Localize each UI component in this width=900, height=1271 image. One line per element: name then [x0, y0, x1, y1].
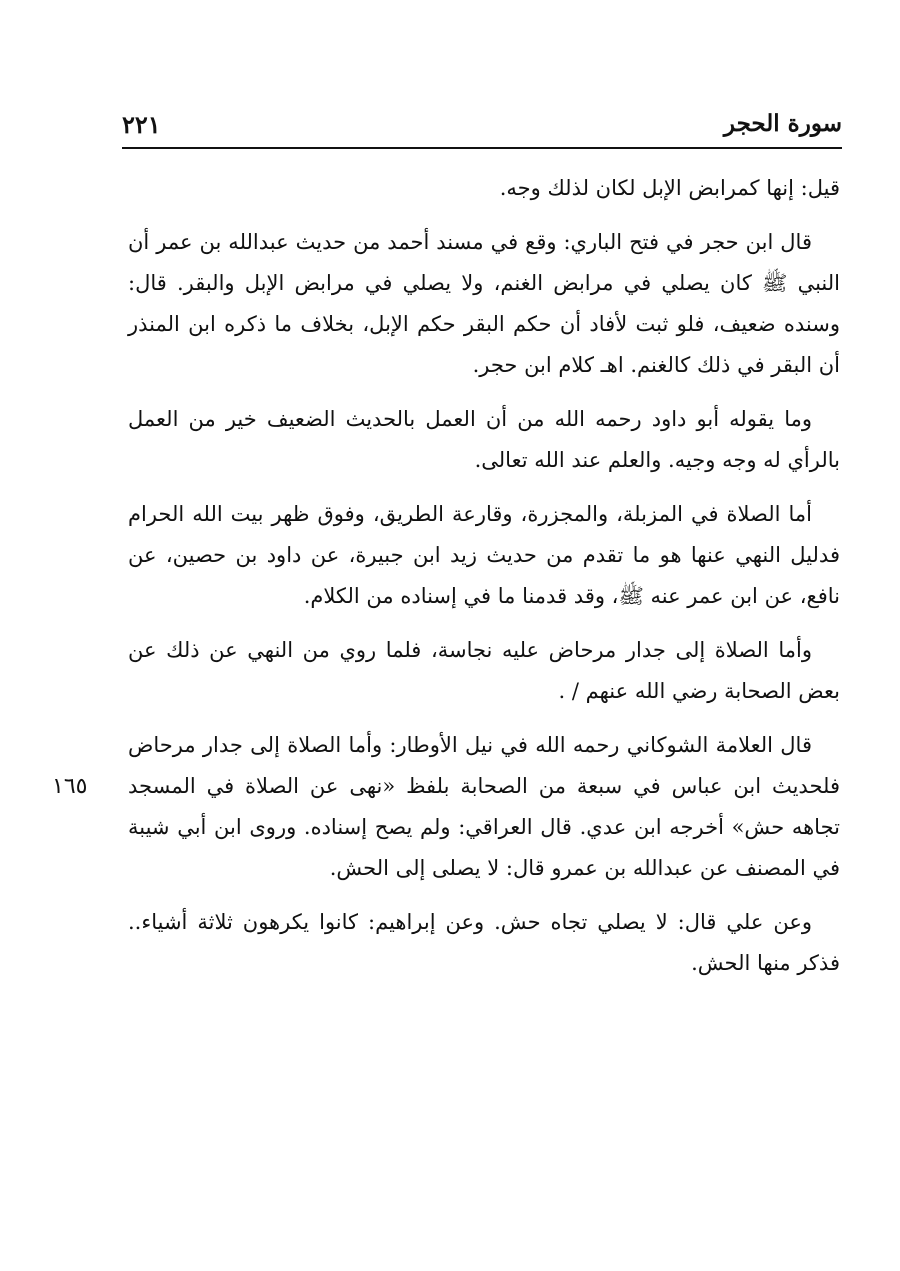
paragraph: قيل: إنها كمرابض الإبل لكان لذلك وجه. [499, 176, 840, 200]
page-number: ٢٢١ [122, 110, 161, 139]
margin-page-reference: ١٦٥ [52, 774, 88, 799]
paragraph: قال العلامة الشوكاني رحمه الله في نيل الأوطار: وأما الصلاة إلى جدار مرحاض فلحديث ابن عباس في سبعة من الصحابة بلفظ «نهى عن الصلاة في المسجد تجاهه حش» أخرجه ابن عدي. قال العراقي: ولم يصح إسناده. وروى ابن أبي شيبة في المصنف عن عبدالله بن عمرو قال: لا يصلى إلى الحش. [128, 733, 840, 880]
paragraph: قال ابن حجر في فتح الباري: وقع في مسند أحمد من حديث عبدالله بن عمر أن النبي ﷺ كان يصلي في مرابض الغنم، ولا يصلي في مرابض الإبل والبقر. قال: وسنده ضعيف، فلو ثبت لأفاد أن حكم البقر حكم الإبل، بخلاف ما ذكره ابن المنذر أن البقر في ذلك كالغنم. اهـ كلام ابن حجر. [128, 230, 840, 377]
paragraph: أما الصلاة في المزبلة، والمجزرة، وقارعة الطريق، وفوق ظهر بيت الله الحرام فدليل النهي عنها هو ما تقدم من حديث زيد ابن جبيرة، عن داود بن حصين، عن نافع، عن ابن عمر عنه ﷺ، وقد قدمنا ما في إسناده من الكلام. [128, 502, 840, 608]
running-title: سورة الحجر [723, 110, 842, 137]
paragraph: وما يقوله أبو داود رحمه الله من أن العمل بالحديث الضعيف خير من العمل بالرأي له وجه وجيه. والعلم عند الله تعالى. [128, 407, 840, 472]
paragraph: وعن علي قال: لا يصلي تجاه حش. وعن إبراهيم: كانوا يكرهون ثلاثة أشياء.. فذكر منها الحش. [128, 910, 840, 975]
page-header [122, 100, 842, 146]
paragraph: وأما الصلاة إلى جدار مرحاض عليه نجاسة، فلما روي من النهي عن ذلك عن بعض الصحابة رضي الله عنهم / . [128, 638, 840, 703]
body-text [128, 168, 840, 997]
header-rule [122, 147, 842, 149]
